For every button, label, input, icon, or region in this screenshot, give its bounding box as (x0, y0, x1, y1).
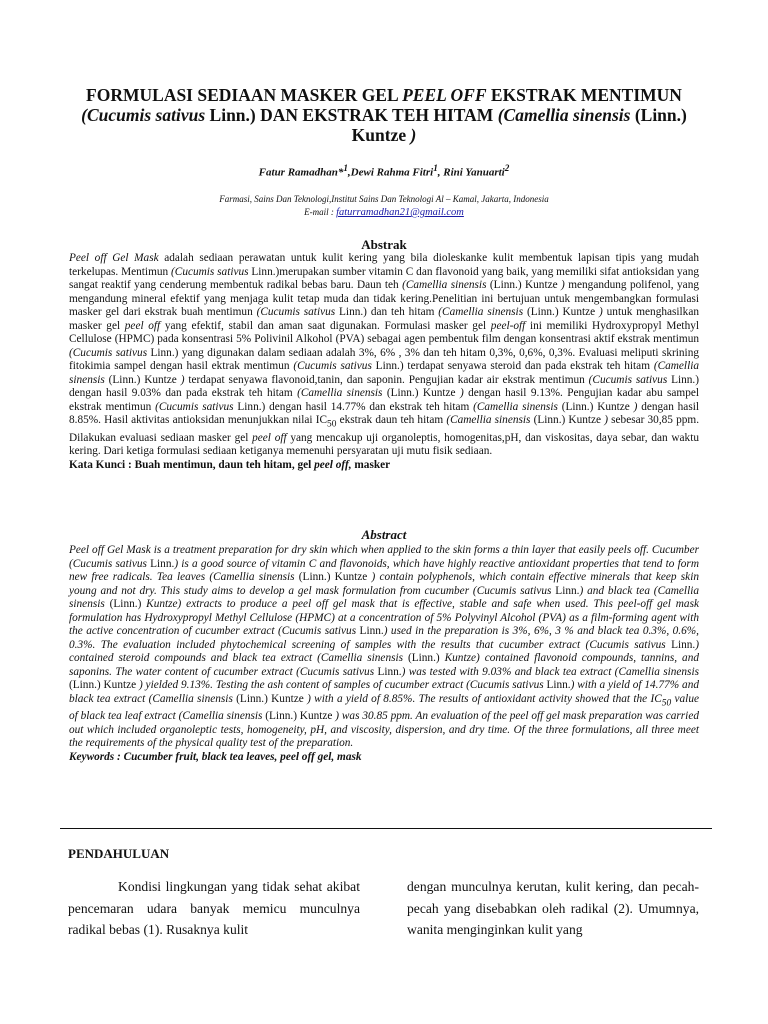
abstract-heading: Abstract (361, 527, 407, 542)
paper-title (60, 85, 708, 145)
affiliation (60, 193, 708, 219)
title-line-1: FORMULASI SEDIAAN MASKER GEL PEEL OFF EKSTRAK MENTIMUN (86, 85, 682, 105)
title-line-2: (Cucumis sativus Linn.) DAN EKSTRAK TEH HITAM (Camellia sinensis (Linn.) (81, 105, 687, 125)
intro-column-left: Kondisi lingkungan yang tidak sehat akibat pencemaran udara banyak memicu munculnya radikal bebas (1). Rusaknya kulit (68, 879, 360, 937)
title-line-3: Kuntze ) (351, 125, 417, 145)
abstrak-heading: Abstrak (361, 237, 407, 252)
keywords: Keywords : Cucumber fruit, black tea leaves, peel off gel, mask (69, 750, 362, 763)
affiliation-line: Farmasi, Sains Dan Teknologi,Institut Sains Dan Teknologi Al – Kamal, Jakarta, Indonesia (219, 194, 549, 204)
intro-column-right: dengan munculnya kerutan, kulit kering, dan pecah-pecah yang disebabkan oleh radikal (2). Umumnya, wanita menginginkan kulit yang (407, 879, 699, 937)
abstract-body: Peel off Gel Mask is a treatment preparation for dry skin which when applied to the skin forms a thin layer that easily peels off. Cucumber (Cucumis sativus Linn.) is a good source of vitamin C and flavonoids, which have highly reactive antioxidant properties that tend to form new free radicals. Tea leaves (Camellia sinensis (Linn.) Kuntze ) contain polyphenols, which contain effective minerals that keep skin young and not dry. This study aims to develop a gel mask formulation from cucumber (Cucumis sativus Linn.) and black tea (Camellia sinensis (Linn.) Kuntze) extracts to produce a peel off gel mask that is effective, stable and safe when used. This peel-off gel mask formulation has Hydroxypropyl Methyl Cellulose (HPMC) at a concentration of 5% Polyvinyl Alcohol (PVA) as a film-forming agent with the active concentration of cucumber extract (Cucumis sativus Linn.) used in the preparation is 3%, 6%, 3 % and black tea 0.3%, 0.6%, 0.3%. The evaluation included phytochemical screening of samples with the results that cucumber extract (Cucumis sativus Linn.) contained steroid compounds and black tea extract (Camellia sinensis (Linn.) Kuntze) contained flavonoid compounds, tannins, and saponins. The water content of cucumber extract (Cucumis sativus Linn.) was tested with 9.03% and black tea extract (Camellia sinensis (Linn.) Kuntze ) yielded 9.13%. Testing the ash content of samples of cucumber extract (Cucumis sativus Linn.) with a yield of 14.77% and black tea extract (Camellia sinensis (Linn.) Kuntze ) with a yield of 8.85%. The results of antioxidant activity showed that the $IC_{50}$ value of black tea leaf extract (Camellia sinensis (Linn.) Kuntze ) was 30.85 ppm. An evaluation of the peel off gel mask preparation was carried out which included organoleptic tests, homogeneity, pH, and viscosity, dispersion, and dry time. Of the three formulations, all three meet the requirements of the physical quality test of the preparation. Keywords : Cucumber fruit, black tea leaves, peel off gel, mask (69, 544, 700, 763)
email-link[interactable]: faturramadhan21@gmail.com (336, 207, 464, 218)
kata-kunci: Kata Kunci : Buah mentimun, daun teh hitam, gel peel off, masker (69, 458, 391, 471)
pendahuluan-heading: PENDAHULUAN (68, 846, 170, 861)
abstrak-body: Peel off Gel Mask adalah sediaan perawatan untuk kulit kering yang bila dioleskanke kulit membentuk lapisan tipis yang mudah terkelupas. Mentimun (Cucumis sativus Linn.)merupakan sumber vitamin C dan flavonoid yang baik, yang memiliki sifat antioksidan yang sangat reaktif yang cenderung membentuk radikal bebas baru. Daun teh (Camellia sinensis (Linn.) Kuntze ) mengandung polifenol, yang mengandung mineral efektif yang menjaga kulit tetap muda dan tidak kering.Penelitian ini bertujuan untuk mengembangkan formulasi masker gel dari ekstrak buah mentimun (Cucumis sativus Linn.) dan teh hitam (Camellia sinensis (Linn.) Kuntze ) untuk menghasilkan masker gel peel off yang efektif, stabil dan aman saat digunakan. Formulasi masker gel peel-off ini memiliki Hydroxypropyl Methyl Cellulose (HPMC) pada konsentrasi 5% Polivinil Alkohol (PVA) sebagai agen pembentuk film dengan konsentrasi aktif ekstrak mentimun (Cucumis sativus Linn.) yang digunakan dalam sediaan adalah 3%, 6% , 3% dan teh hitam 0,3%, 0,6%, 0,3%. Evaluasi meliputi skrining fitokimia sampel dengan hasil ektrak mentimun (Cucumis sativus Linn.) terdapat senyawa steroid dan pada ekstrak teh hitam (Camellia sinensis (Linn.) Kuntze ) terdapat senyawa flavonoid,tanin, dan saponin. Pengujian kadar air ekstrak mentimun (Cucumis sativus Linn.) dengan hasil 9.03% dan pada ekstrak teh hitam (Camellia sinensis (Linn.) Kuntze ) dengan hasil 9.13%. Pengujian kadar abu sampel ekstrak mentimun (Cucumis sativus Linn.) dengan hasil 14.77% dan ekstrak teh hitam (Camellia sinensis (Linn.) Kuntze ) dengan hasil 8.85%. Hasil aktivitas antioksidan menunjukkan nilai $IC_{50}$ ekstrak daun teh hitam (Camellia sinensis (Linn.) Kuntze ) sebesar 30,85 ppm. Dilakukan evaluasi sediaan masker gel peel off yang mencakup uji organoleptis, homogenitas,pH, dan viskositas, daya sebar, dan waktu kering. Dari ketiga formulasi sediaan ketiganya memenuhi persyaratan uji mutu fisik sediaan. Kata Kunci : Buah mentimun, daun teh hitam, gel peel off, masker (69, 252, 700, 471)
author-list: Fatur Ramadhan*$^1$,Dewi Rahma Fitri$^1$, Rini Yanuarti$^2$ (258, 163, 510, 179)
email-line: E-mail : faturramadhan21@gmail.com (304, 207, 464, 218)
section-divider (60, 828, 712, 829)
